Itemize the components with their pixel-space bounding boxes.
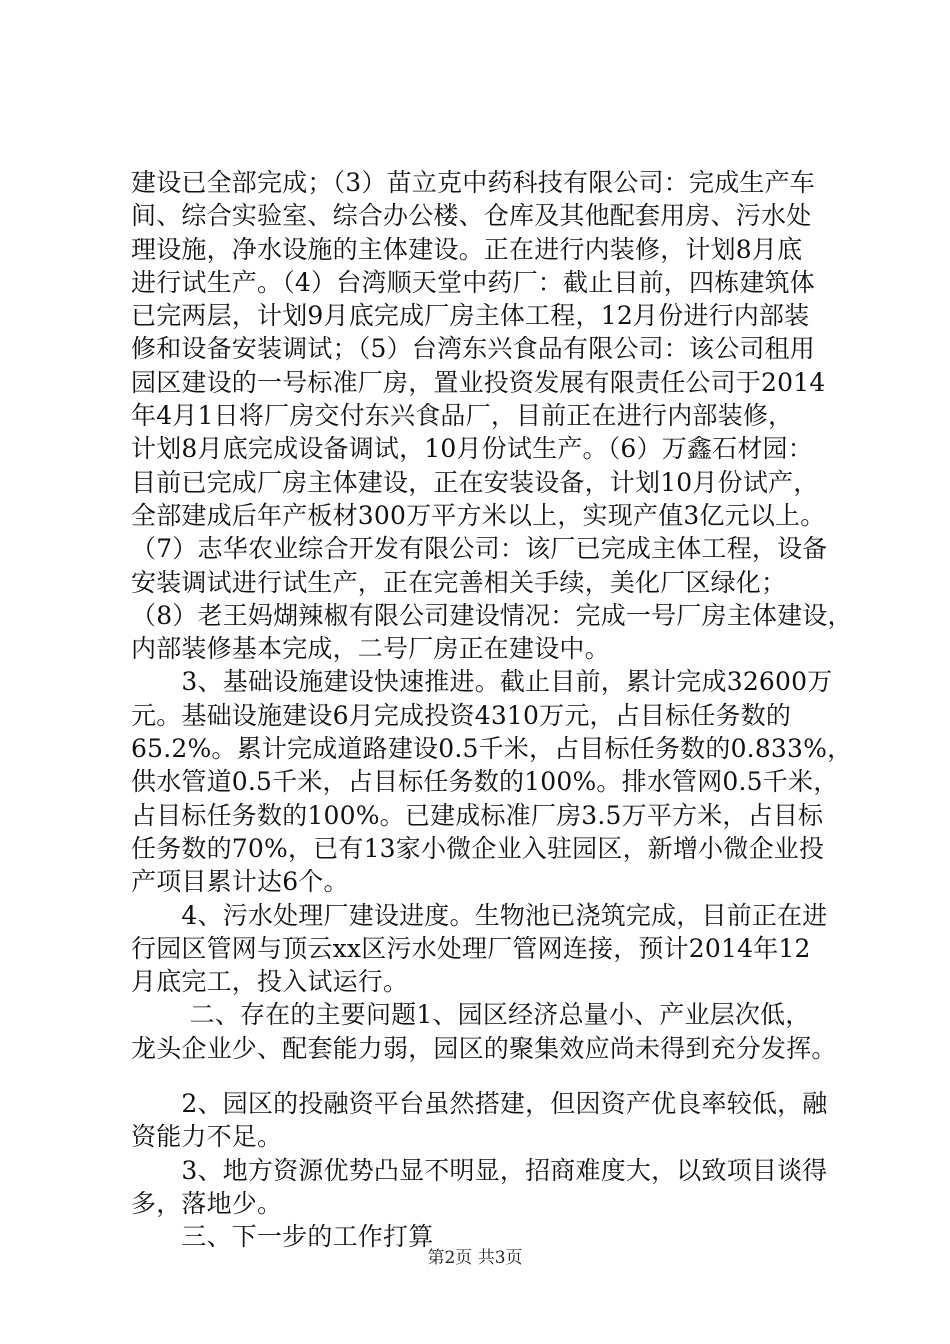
- text-line: 内部装修基本完成，二号厂房正在建设中。: [131, 634, 610, 664]
- text-line: 行园区管网与顶云xx区污水处理厂管网连接，预计2014年12: [131, 933, 811, 963]
- text-line: 年4月1日将厂房交付东兴食品厂，目前正在进行内部装修，: [131, 401, 794, 431]
- paragraph-gap: [131, 1065, 843, 1087]
- text-line: 3、基础设施建设快速推进。截止目前，累计完成32600万: [131, 667, 833, 697]
- text-line: 4、污水处理厂建设进度。生物池已浇筑完成，目前正在进: [131, 900, 828, 930]
- text-line: 间、综合实验室、综合办公楼、仓库及其他配套用房、污水处: [131, 201, 812, 231]
- text-line: 龙头企业少、配套能力弱，园区的聚集效应尚未得到充分发挥。: [131, 1033, 837, 1063]
- text-line: 建设已全部完成；（3）苗立克中药科技有限公司：完成生产车: [131, 168, 816, 197]
- text-line: 理设施，净水设施的主体建设。正在进行内装修，计划8月底: [131, 234, 803, 264]
- text-line: （7）志华农业综合开发有限公司：该厂已完成主体工程，设备: [131, 534, 828, 564]
- text-line: 三、下一步的工作打算: [131, 1222, 434, 1252]
- text-line: 元。基础设施建设6月完成投资4310万元，占目标任务数的: [131, 700, 792, 730]
- text-line: 进行试生产。（4）台湾顺天堂中药厂：截止目前，四栋建筑体: [131, 267, 816, 297]
- text-line: 安装调试进行试生产，正在完善相关手续，美化厂区绿化；: [131, 567, 787, 597]
- text-line: （8）老王妈煳辣椒有限公司建设情况：完成一号厂房主体建设，: [131, 600, 853, 630]
- document-body: [131, 166, 853, 1254]
- text-line: 产项目累计达6个。: [131, 867, 349, 897]
- text-line: 任务数的70%，已有13家小微企业入驻园区，新增小微企业投: [131, 833, 825, 863]
- text-line: 修和设备安装调试；（5）台湾东兴食品有限公司：该公司租用: [131, 334, 816, 364]
- page-footer: 第2页 共3页: [427, 1248, 523, 1268]
- text-line: 占目标任务数的100%。已建成标准厂房3.5万平方米，占目标: [131, 800, 824, 830]
- text-line: 3、地方资源优势凸显不明显，招商难度大，以致项目谈得: [131, 1155, 828, 1185]
- text-line: 供水管道0.5千米，占目标任务数的100%。排水管网0.5千米，: [131, 767, 839, 797]
- text-line: 资能力不足。: [131, 1122, 283, 1152]
- text-line: 月底完工，投入试运行。: [131, 967, 409, 997]
- text-line: 已完两层，计划9月底完成厂房主体工程，12月份进行内部装: [131, 301, 810, 331]
- text-line: 多，落地少。: [131, 1188, 283, 1218]
- text-line: 计划8月底完成设备调试，10月份试生产。（6）万鑫石材园：: [131, 434, 813, 464]
- text-line: 65.2%。累计完成道路建设0.5千米，占目标任务数的0.833%，: [131, 734, 853, 764]
- text-line: 2、园区的投融资平台虽然搭建，但因资产优良率较低，融: [131, 1089, 828, 1119]
- text-line: 园区建设的一号标准厂房，置业投资发展有限责任公司于2014: [131, 367, 826, 397]
- text-line: 二、存在的主要问题1、园区经济总量小、产业层次低，: [131, 1000, 811, 1030]
- text-line: 全部建成后年产板材300万平方米以上，实现产值3亿元以上。: [131, 500, 826, 530]
- text-line: 目前已完成厂房主体建设，正在安装设备，计划10月份试产，: [131, 467, 819, 497]
